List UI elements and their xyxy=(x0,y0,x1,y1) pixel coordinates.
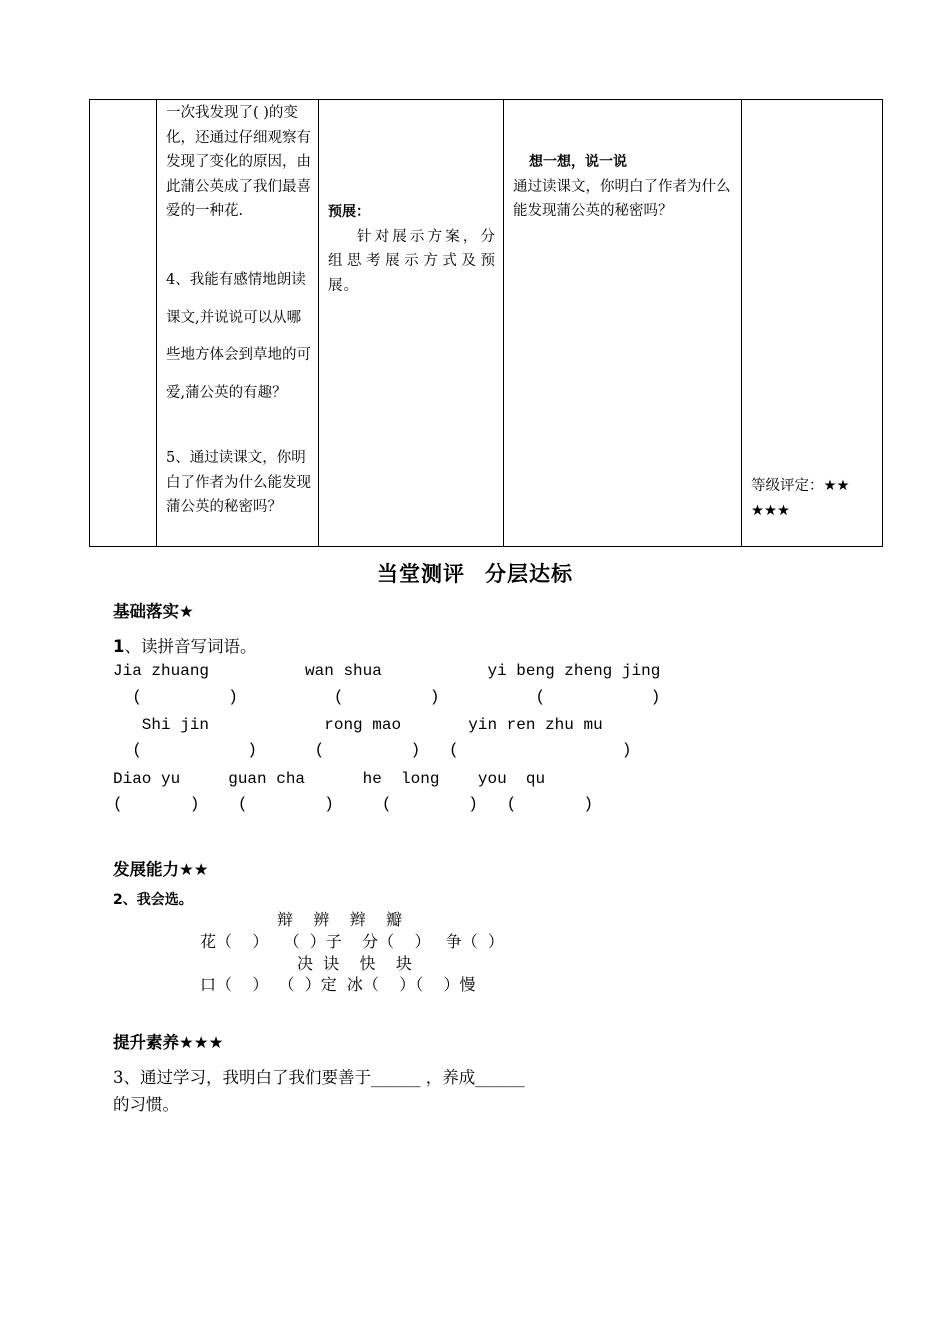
pinyin-row-3: Diao yu guan cha he long you qu xyxy=(113,770,546,788)
question-3-line-2: 的习惯。 xyxy=(113,1095,179,1114)
preview-body: 针对展示方案，分组思考展示方式及预展。 xyxy=(328,228,496,294)
preview-heading: 预展： xyxy=(328,204,370,220)
goal-item-4: 4、我能有感情地朗读课文,并说说可以从哪些地方体会到草地的可爱,蒲公英的有趣？ xyxy=(166,272,311,401)
table-col-border-1 xyxy=(89,99,90,547)
basic-heading: 基础落实★ xyxy=(113,602,194,621)
pinyin-row-2: Shi jin rong mao yin ren zhu mu xyxy=(113,716,603,734)
options-row-1: 辩 辨 辫 瓣 xyxy=(277,910,403,929)
grade-cell xyxy=(751,474,877,523)
think-heading: 想一想，说一说 xyxy=(529,154,627,170)
pinyin-row-1: Jia zhuang wan shua yi beng zheng jing xyxy=(113,662,661,680)
table-bottom-border xyxy=(89,546,883,547)
question-3-line-1: 3、通过学习，我明白了我们要善于______ ，养成______ xyxy=(113,1068,525,1087)
blank-row-2: ( ) ( ) ( ) xyxy=(113,741,632,759)
table-col-border-4 xyxy=(503,99,504,547)
preview-cell xyxy=(328,200,496,298)
blank-row-1: ( ) ( ) ( ) xyxy=(113,688,661,706)
table-top-border xyxy=(89,99,883,100)
think-cell xyxy=(513,150,735,224)
goal-item-5: 5、通过读课文，你明白了作者为什么能发现蒲公英的秘密吗？ xyxy=(166,450,311,515)
table-col-border-6 xyxy=(882,99,883,547)
table-col-border-5 xyxy=(741,99,742,547)
choice-row-2: 口（ ） （ ）定 冰（ ）（ ）慢 xyxy=(200,975,476,994)
title-part-a: 当堂测评 xyxy=(377,562,465,586)
think-body: 通过读课文，你明白了作者为什么能发现蒲公英的秘密吗？ xyxy=(513,178,731,219)
develop-heading: 发展能力★★ xyxy=(113,860,209,879)
improve-heading: 提升素养★★★ xyxy=(113,1033,224,1052)
question-1-number: 1 xyxy=(113,637,125,656)
table-col-border-2 xyxy=(156,99,157,547)
question-1 xyxy=(113,633,256,657)
table-col-border-3 xyxy=(318,99,319,547)
grade-stars-a: ★★ xyxy=(823,478,850,494)
options-row-2: 决 诀 快 块 xyxy=(297,954,412,973)
grade-stars-b: ★★★ xyxy=(751,502,790,519)
question-1-text: 、读拼音写词语。 xyxy=(124,637,257,656)
blank-row-3: ( ) ( ) ( ) ( ) xyxy=(113,795,594,813)
grade-label: 等级评定： xyxy=(751,478,824,494)
choice-row-1: 花（ ） （ ）子 分（ ） 争（ ） xyxy=(200,932,504,951)
section-title xyxy=(0,558,950,588)
goal-text-continued: 一次我发现了( )的变化，还通过仔细观察有发现了变化的原因，由此蒲公英成了我们最喜爱的一种花. xyxy=(166,105,311,219)
title-part-b: 分层达标 xyxy=(485,562,573,586)
question-2: 2、我会选。 xyxy=(113,892,193,908)
